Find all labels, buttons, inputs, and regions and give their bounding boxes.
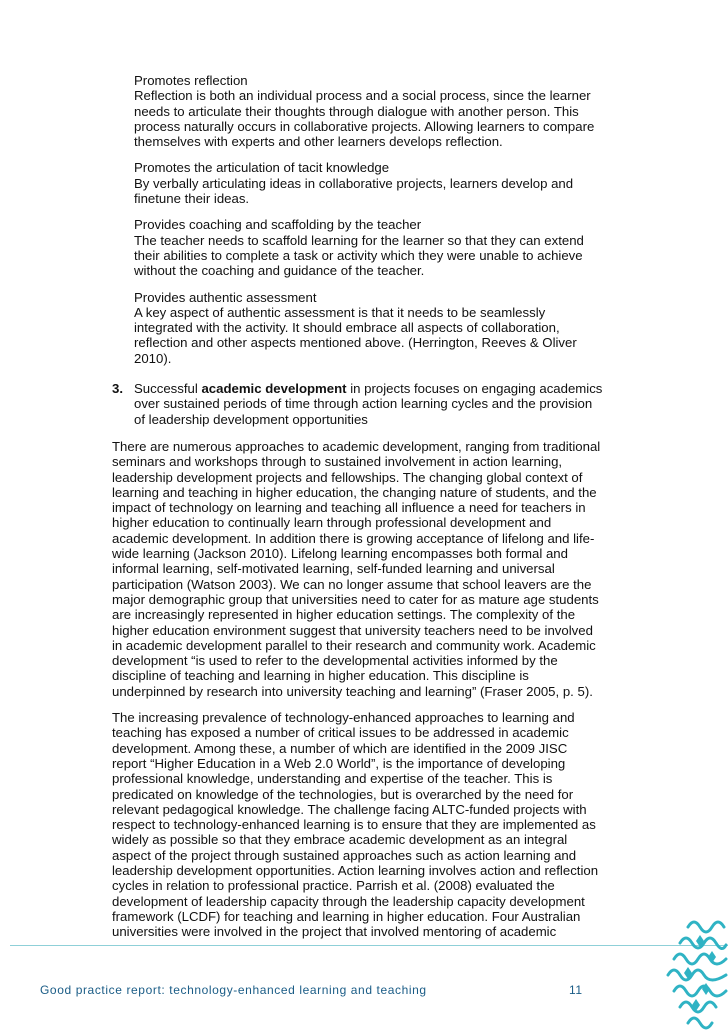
paragraph-line: universities were involved in the project that involved mentoring of academic bbox=[112, 924, 557, 940]
benefit-line: themselves with experts and other learners develops reflection. bbox=[134, 134, 503, 150]
wave-logo-icon bbox=[640, 905, 728, 1030]
paragraph-line: leadership development opportunities. Action learning involves action and reflection bbox=[112, 863, 599, 879]
item-text-bold: academic development bbox=[201, 381, 347, 396]
paragraph-line: framework (LCDF) for teaching and learning in higher education. Four Australian bbox=[112, 908, 581, 924]
paragraph-line: leadership development projects and fellowships. The changing global context of bbox=[112, 469, 583, 485]
paragraph-line: professional knowledge, understanding and expertise of the teacher. This is bbox=[112, 771, 553, 787]
paragraph-technology-enhanced bbox=[112, 710, 622, 939]
benefit-line: finetune their ideas. bbox=[134, 191, 250, 207]
page-number: 11 bbox=[569, 983, 583, 997]
paragraph-line: learning and teaching in higher education, the changing nature of students, and the bbox=[112, 484, 597, 500]
paragraph-line: academic development. In addition there is growing acceptance of lifelong and life- bbox=[112, 530, 595, 546]
benefit-coaching bbox=[134, 217, 620, 278]
footer-divider bbox=[10, 945, 728, 946]
benefit-tacit-knowledge bbox=[134, 160, 620, 206]
item-number: 3. bbox=[112, 381, 123, 396]
paragraph-line: informal learning, self-motivated learning, self-funded learning and universal bbox=[112, 561, 555, 577]
paragraph-line: are increasingly represented in higher education settings. The complexity of the bbox=[112, 607, 576, 623]
paragraph-line: seminars and workshops through to sustained involvement in action learning, bbox=[112, 454, 563, 470]
benefit-line: integrated with the activity. It should embrace all aspects of collaboration, bbox=[134, 320, 560, 336]
numbered-item-3 bbox=[112, 381, 622, 427]
benefit-line: 2010). bbox=[134, 350, 172, 366]
paragraph-line: aspect of the project through sustained approaches such as action learning and bbox=[112, 847, 577, 863]
benefit-line: Reflection is both an individual process and a social process, since the learner bbox=[134, 88, 591, 104]
paragraph-line: There are numerous approaches to academic development, ranging from traditional bbox=[112, 439, 601, 454]
benefit-heading: Provides authentic assessment bbox=[134, 289, 317, 305]
paragraph-line: cycles in relation to professional practice. Parrish et al. (2008) evaluated the bbox=[112, 878, 555, 894]
paragraph-line: development of leadership capacity through the leadership capacity development bbox=[112, 893, 585, 909]
paragraph-line: wide learning (Jackson 2010). Lifelong learning encompasses both formal and bbox=[112, 546, 568, 562]
benefit-heading: Promotes the articulation of tacit knowledge bbox=[134, 160, 390, 176]
paragraph-line: higher education to continually learn through professional development and bbox=[112, 515, 552, 531]
paragraph-line: underpinned by research into university teaching and learning” (Fraser 2005, p. 5). bbox=[112, 683, 593, 699]
paragraph-line: discipline of teaching and learning in higher education. This discipline is bbox=[112, 668, 529, 684]
paragraph-academic-development bbox=[112, 439, 622, 699]
paragraph-line: report “Higher Education in a Web 2.0 World”, is the importance of developing bbox=[112, 755, 566, 771]
paragraph-line: predicated on knowledge of the technologies, but is overarched by the need for bbox=[112, 786, 574, 802]
item-text bbox=[134, 381, 622, 427]
benefit-list bbox=[134, 73, 620, 377]
paragraph-line: respect to technology-enhanced learning is to ensure that they are implemented as bbox=[112, 817, 596, 833]
benefit-line: their abilities to complete a task or activity which they were unable to achieve bbox=[134, 247, 583, 263]
paragraph-line: higher education environment suggest that university teachers need to be involved bbox=[112, 622, 593, 638]
benefit-heading: Provides coaching and scaffolding by the teacher bbox=[134, 217, 422, 233]
paragraph-line: major demographic group that universities need to cater for as mature age students bbox=[112, 591, 599, 607]
footer-report-title: Good practice report: technology-enhanced learning and teaching bbox=[40, 983, 427, 997]
item-text-post: in projects focuses on engaging academics bbox=[346, 381, 603, 396]
paragraph-line: teaching has exposed a number of critical issues to be addressed in academic bbox=[112, 725, 569, 741]
paragraph-line: in academic development parallel to their research and community work. Academic bbox=[112, 637, 596, 653]
body-text bbox=[112, 439, 622, 951]
item-line bbox=[134, 381, 622, 396]
benefit-reflection bbox=[134, 73, 620, 149]
paragraph-line: relevant pedagogical knowledge. The challenge facing ALTC-funded projects with bbox=[112, 801, 587, 817]
paragraph-line: impact of technology on learning and teaching all influence a need for teachers in bbox=[112, 500, 586, 516]
benefit-line: reflection and other aspects mentioned above. (Herrington, Reeves & Oliver bbox=[134, 335, 577, 351]
benefit-line: without the coaching and guidance of the teacher. bbox=[134, 263, 425, 279]
item-line: of leadership development opportunities bbox=[134, 411, 368, 427]
benefit-line: The teacher needs to scaffold learning for the learner so that they can extend bbox=[134, 232, 584, 248]
benefit-line: A key aspect of authentic assessment is that it needs to be seamlessly bbox=[134, 304, 546, 320]
benefit-line: process naturally occurs in collaborative projects. Allowing learners to compare bbox=[134, 118, 595, 134]
benefit-line: needs to articulate their thoughts through dialogue with another person. This bbox=[134, 103, 579, 119]
item-text-pre: Successful bbox=[134, 381, 202, 396]
benefit-heading: Promotes reflection bbox=[134, 73, 248, 88]
paragraph-line: participation (Watson 2003). We can no longer assume that school leavers are the bbox=[112, 576, 592, 592]
paragraph-line: widely as possible so that they embrace academic development as an integral bbox=[112, 832, 568, 848]
benefit-authentic-assessment bbox=[134, 290, 620, 366]
item-line: over sustained periods of time through action learning cycles and the provision bbox=[134, 396, 593, 412]
benefit-line: By verbally articulating ideas in collaborative projects, learners develop and bbox=[134, 175, 574, 191]
paragraph-line: development. Among these, a number of which are identified in the 2009 JISC bbox=[112, 740, 568, 756]
paragraph-line: The increasing prevalence of technology-enhanced approaches to learning and bbox=[112, 710, 575, 726]
paragraph-line: development “is used to refer to the developmental activities informed by the bbox=[112, 653, 558, 669]
